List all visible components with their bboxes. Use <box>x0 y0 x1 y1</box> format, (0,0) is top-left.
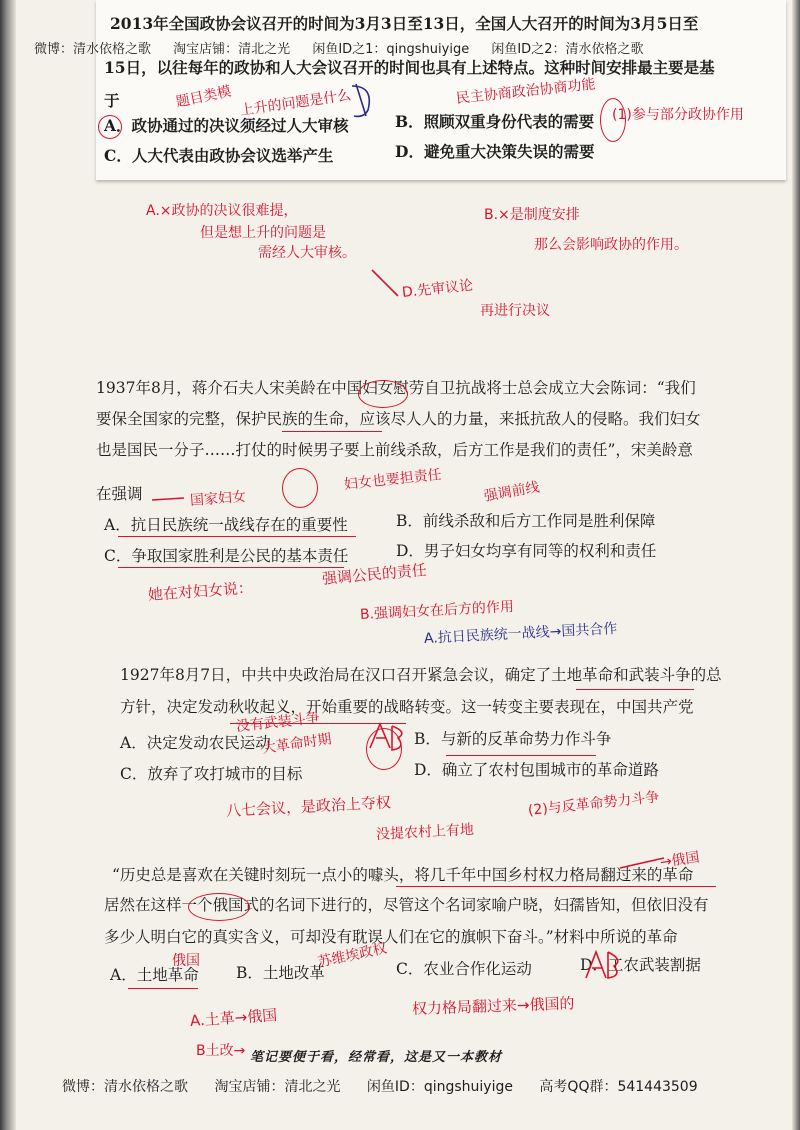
q4-note-3: 苏维埃政权 <box>316 940 389 971</box>
q4-note-1: →俄国 <box>659 849 701 871</box>
q2-line4: 在强调 <box>96 485 143 503</box>
q3-underline-b <box>446 755 596 756</box>
q1-note-7: 需经人大审核。 <box>258 245 356 261</box>
q1-note-8: B.×是制度安排 <box>484 207 580 223</box>
q2-note-2: 妇女也要担责任 <box>343 466 443 493</box>
q4-note-5: 权力格局翻过来→俄国的 <box>411 994 575 1018</box>
q1-note-4: (1)参与部分政协作用 <box>612 107 744 123</box>
q2-option-b: B．前线杀敌和后方工作同是胜利保障 <box>396 512 656 530</box>
header-xianyu: 闲鱼ID之1：qingshuiyige <box>312 42 470 57</box>
q1-option-b: B．照顾双重身份代表的需要 <box>395 112 595 131</box>
q2-answer-circle <box>282 468 318 508</box>
q3-note-1: 没有武装斗争 <box>235 710 321 735</box>
q4-option-a: A．土地革命 <box>110 966 199 984</box>
q1-option-a-circle <box>98 115 122 139</box>
q2-note-1: 国家妇女 <box>189 489 247 509</box>
q4-line2: 居然在这样一个俄国式的名词下进行的，尽管这个名词家喻户晓，妇孺皆知，但依旧没有 <box>104 896 709 914</box>
q4-option-d: D．工农武装割据 <box>580 956 701 974</box>
header-xianyu2: 闲鱼ID之2：清水依格之歌 <box>491 42 644 57</box>
q2-note-5: 强调公民的责任 <box>321 560 428 588</box>
q4-note-6: B土改→ <box>196 1043 246 1059</box>
q1-note-3: 民主协商政治协商功能 <box>455 76 597 107</box>
q4-line1: “历史总是喜欢在关键时刻玩一点小的噱头，将几千年中国乡村权力格局翻过来的革命 <box>112 866 694 884</box>
q1-note-11: 再进行决议 <box>480 303 550 319</box>
q3-answer-circle <box>366 728 402 770</box>
q2-underline-c <box>118 567 344 568</box>
q4-note-2: 俄国 <box>172 953 200 969</box>
q1-note-2: 上升的问题是什么 <box>239 87 353 119</box>
scan-shadow-right <box>792 0 800 1130</box>
q4-note-4: A.土革→俄国 <box>189 1005 278 1030</box>
q4-option-b: B．土地改革 <box>236 964 325 982</box>
q1-note-10: D.先审议论 <box>401 277 474 301</box>
q1-option-d: D．避免重大决策失误的需要 <box>395 142 595 161</box>
header-taobao: 淘宝店铺：清北之光 <box>173 42 291 57</box>
q4-option-c: C．农业合作化运动 <box>396 960 532 978</box>
q2-option-a: A．抗日民族统一战线存在的重要性 <box>104 516 348 534</box>
q4-underline-a <box>128 988 198 989</box>
q3-option-a: A．决定发动农民运动 <box>120 734 271 752</box>
q3-line1: 1927年8月7日，中共中央政治局在汉口召开紧急会议，确定了土地革命和武装斗争的总 <box>120 666 722 684</box>
q3-option-b: B．与新的反革命势力作斗争 <box>414 730 612 748</box>
header-weibo: 微博：清水依格之歌 <box>34 42 152 57</box>
q2-underline-a <box>118 536 356 537</box>
q3-underline-1 <box>576 689 694 690</box>
q1-note-6: 但是想上升的问题是 <box>200 225 326 241</box>
q1-line2: 15日，以往每年的政协和人大会议召开的时间也具有上述特点。这种时间安排最主要是基 <box>104 58 715 77</box>
q2-option-d: D．男子妇女均享有同等的权利和责任 <box>396 542 657 560</box>
q4-line3: 多少人明白它的真实含义，可却没有耽误人们在它的旗帜下奋斗。”材料中所说的革命 <box>104 928 678 946</box>
q1-line1: 2013年全国政协会议召开的时间为3月3日至13日，全国人大召开的时间为3月5日至 <box>110 14 699 33</box>
q1-note-1: 题目类模 <box>174 83 233 111</box>
q2-underline-1 <box>282 431 382 432</box>
q3-note-4: 没提农村上有地 <box>375 821 475 843</box>
q2-note-7: A.抗日民族统一战线→国共合作 <box>423 620 618 647</box>
q2-women-circle <box>358 380 408 408</box>
page-footer <box>62 1076 720 1096</box>
q3-note-3: 八七会议，是政治上夺权 <box>225 793 392 820</box>
q2-line2: 要保全国家的完整，保护民族的生命，应该尽人人的力量，来抵抗敌人的侵略。我们妇女 <box>96 410 701 428</box>
page-header <box>34 38 661 57</box>
scan-shadow-left <box>0 0 16 1130</box>
q3-underline-2 <box>230 723 406 724</box>
footer-note: 笔记要便于看，经常看，这是又一本教材 <box>250 1050 503 1065</box>
q4-underline-1 <box>396 886 716 887</box>
q2-note-6: B.强调妇女在后方的作用 <box>359 598 515 623</box>
q1-note-5: A.×政协的决议很难提， <box>146 203 298 219</box>
q1-option-a: A．政协通过的决议须经过人大审核 <box>104 116 349 135</box>
footer-taobao: 淘宝店铺：清北之光 <box>214 1079 341 1095</box>
q2-arrow <box>152 498 184 500</box>
q3-note-5: (2)与反革命势力斗争 <box>527 789 661 819</box>
q2-line3: 也是国民一分子……打仗的时候男子要上前线杀敌，后方工作是我们的责任”，宋美龄意 <box>96 441 693 459</box>
q2-option-c: C．争取国家胜利是公民的基本责任 <box>104 547 349 565</box>
q1-option-c: C．人大代表由政协会议选举产生 <box>104 146 334 165</box>
footer-weibo: 微博：清水依格之歌 <box>62 1079 188 1095</box>
q1-arrow <box>372 270 398 296</box>
q1-line3: 于 <box>104 91 120 110</box>
q2-note-3: 强调前线 <box>482 479 541 505</box>
footer-qq: 高考QQ群：541443509 <box>539 1079 698 1095</box>
q2-note-4: 她在对妇女说： <box>147 578 254 604</box>
q3-option-c: C．放弃了攻打城市的目标 <box>120 765 303 783</box>
q1-note-9: 那么会影响政协的作用。 <box>534 237 688 253</box>
q2-line1: 1937年8月，蒋介石夫人宋美龄在中国妇女慰劳自卫抗战将士总会成立大会陈词：“我们 <box>96 379 696 397</box>
q3-option-d: D．确立了农村包围城市的革命道路 <box>414 761 659 779</box>
footer-xianyu: 闲鱼ID：qingshuiyige <box>366 1079 513 1095</box>
q3-note-2: 大革命时期 <box>261 731 333 757</box>
q4-russian-circle <box>188 893 250 921</box>
q3-line2: 方针，决定发动秋收起义，开始重要的战略转变。这一转变主要表现在，中国共产党 <box>120 698 694 716</box>
q1-option-b-circle <box>600 98 626 142</box>
